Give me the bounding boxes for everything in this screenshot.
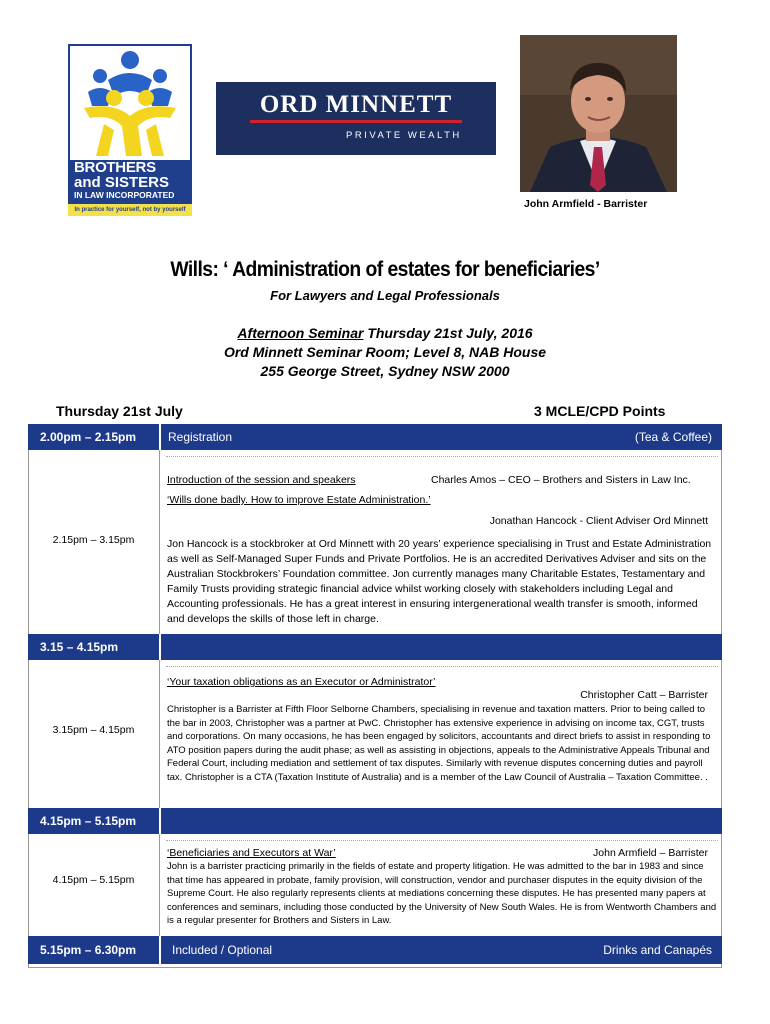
brothers-sisters-logo xyxy=(68,44,192,216)
logo-line-brothers: BROTHERS xyxy=(74,159,156,176)
registration-refreshments: (Tea & Coffee) xyxy=(634,430,712,444)
column-divider xyxy=(159,660,160,808)
drinks-label: Included / Optional xyxy=(172,943,273,957)
seminar-date: Thursday 21st July, 2016 xyxy=(363,325,533,341)
session1-bio: Jon Hancock is a stockbroker at Ord Minnett with 20 years’ experience specialising in Trust and Estate Administration as well as Self-Managed Super Funds and Private Portfolios. He is an accredited Derivatives Adviser and sits on the Australian Stockbrokers’ Foundation committee. Jon currently manages many Charitable Estates, Testamentary and Family Trusts providing strategic financial advice whilst working closely with stakeholders including Legal and Accounting professionals. He has a great interest in ensuring intergenerational wealth transfer is smooth, informed and develops the skills of those left in charge. xyxy=(167,538,712,625)
registration-band xyxy=(28,424,722,450)
registration-label: Registration xyxy=(168,430,233,444)
session1-time: 2.15pm – 3.15pm xyxy=(52,534,135,546)
ord-minnett-subtitle: PRIVATE WEALTH xyxy=(346,130,462,141)
session1-intro-speaker: Charles Amos – CEO – Brothers and Sisters in Law Inc. xyxy=(431,474,691,486)
session2-time: 3.15pm – 4.15pm xyxy=(52,724,135,736)
drinks-band xyxy=(28,936,722,964)
logo-red-bar xyxy=(250,120,462,123)
logo-line-sisters: and SISTERS xyxy=(74,174,170,191)
column-divider xyxy=(159,834,160,936)
session3-time: 4.15pm – 5.15pm xyxy=(52,874,135,886)
registration-time: 2.00pm – 2.15pm xyxy=(40,430,137,444)
photo-caption: John Armfield - Barrister xyxy=(524,198,648,210)
session2-bio: Christopher is a Barrister at Fifth Floor Selborne Chambers, specialising in revenue and taxation matters. Prior to being called to the bar in 2003, Christopher was a partner at PwC. Christopher has extensive experience in advising on income tax, CGT, trusts and corporations. On many occasions, he has been engaged by solicitors, accountants and direct briefs to assist in responding to ATO position papers during the audit phase; as well as assisting in objections, appeals to the Administrative Appeals Tribunal and Federal Court, including mediation and settlement of tax disputes. Similarly with revenue disputes concerning duties and payroll tax. Christopher is a CTA (Taxation Institute of Australia) and is a member of the Law Council of Australia – Taxation Committee. . xyxy=(167,704,711,783)
seminar-line xyxy=(0,325,770,341)
session2-band-time: 3.15 – 4.15pm xyxy=(40,640,119,654)
session3-speaker: John Armfield – Barrister xyxy=(593,847,708,859)
session2-speaker: Christopher Catt – Barrister xyxy=(580,689,708,701)
ord-minnett-logo xyxy=(216,82,496,155)
dotted-divider xyxy=(166,666,718,667)
band-divider xyxy=(159,808,161,834)
logo-line-incorporated: IN LAW INCORPORATED xyxy=(74,190,175,200)
speaker-photo xyxy=(520,35,677,192)
session1-speaker: Jonathan Hancock - Client Adviser Ord Minnett xyxy=(489,515,708,527)
day-label: Thursday 21st July xyxy=(56,403,183,419)
session3-bio: John is a barrister practicing primarily in the fields of estate and property litigation. He was admitted to the bar in 1983 and since that time has appeared in probate, family provision, will construction, vendor and purchaser disputes in the equity division of the Supreme Court. He also regularly represents clients at mediations concerning these disputes. He has presented many papers at conferences and seminars, including those conducted by the University of New South Wales. He is from Wentworth Chambers and is a regular presenter for Brothers and Sisters in Law. xyxy=(167,861,717,926)
logo-tagline: In practice for yourself, not by yourself xyxy=(68,204,192,216)
venue-address: 255 George Street, Sydney NSW 2000 xyxy=(260,363,510,379)
page-subtitle: For Lawyers and Legal Professionals xyxy=(270,288,500,303)
dotted-divider xyxy=(166,840,718,841)
session3-band-time: 4.15pm – 5.15pm xyxy=(40,814,137,828)
cpd-points-label: 3 MCLE/CPD Points xyxy=(534,403,666,419)
drinks-time: 5.15pm – 6.30pm xyxy=(40,943,137,957)
band-divider xyxy=(159,936,161,964)
seminar-type: Afternoon Seminar xyxy=(237,325,364,341)
session3-topic: ‘Beneficiaries and Executors at War’ xyxy=(167,847,336,859)
session2-band xyxy=(28,634,722,660)
session1-intro: Introduction of the session and speakers xyxy=(167,474,356,486)
venue-room: Ord Minnett Seminar Room; Level 8, NAB House xyxy=(223,344,547,360)
family-figures-icon xyxy=(68,44,192,162)
drinks-description: Drinks and Canapés xyxy=(603,943,712,957)
page-title: Wills: ‘ Administration of estates for beneficiaries’ xyxy=(170,258,600,281)
session3-band xyxy=(28,808,722,834)
session2-topic: ‘Your taxation obligations as an Executor or Administrator’ xyxy=(167,676,436,688)
band-divider xyxy=(159,424,161,450)
column-divider xyxy=(159,450,160,634)
session1-topic: ‘Wills done badly. How to improve Estate Administration.’ xyxy=(167,494,431,506)
band-divider xyxy=(159,634,161,660)
ord-minnett-name: ORD MINNETT xyxy=(259,91,453,118)
dotted-divider xyxy=(166,456,718,457)
